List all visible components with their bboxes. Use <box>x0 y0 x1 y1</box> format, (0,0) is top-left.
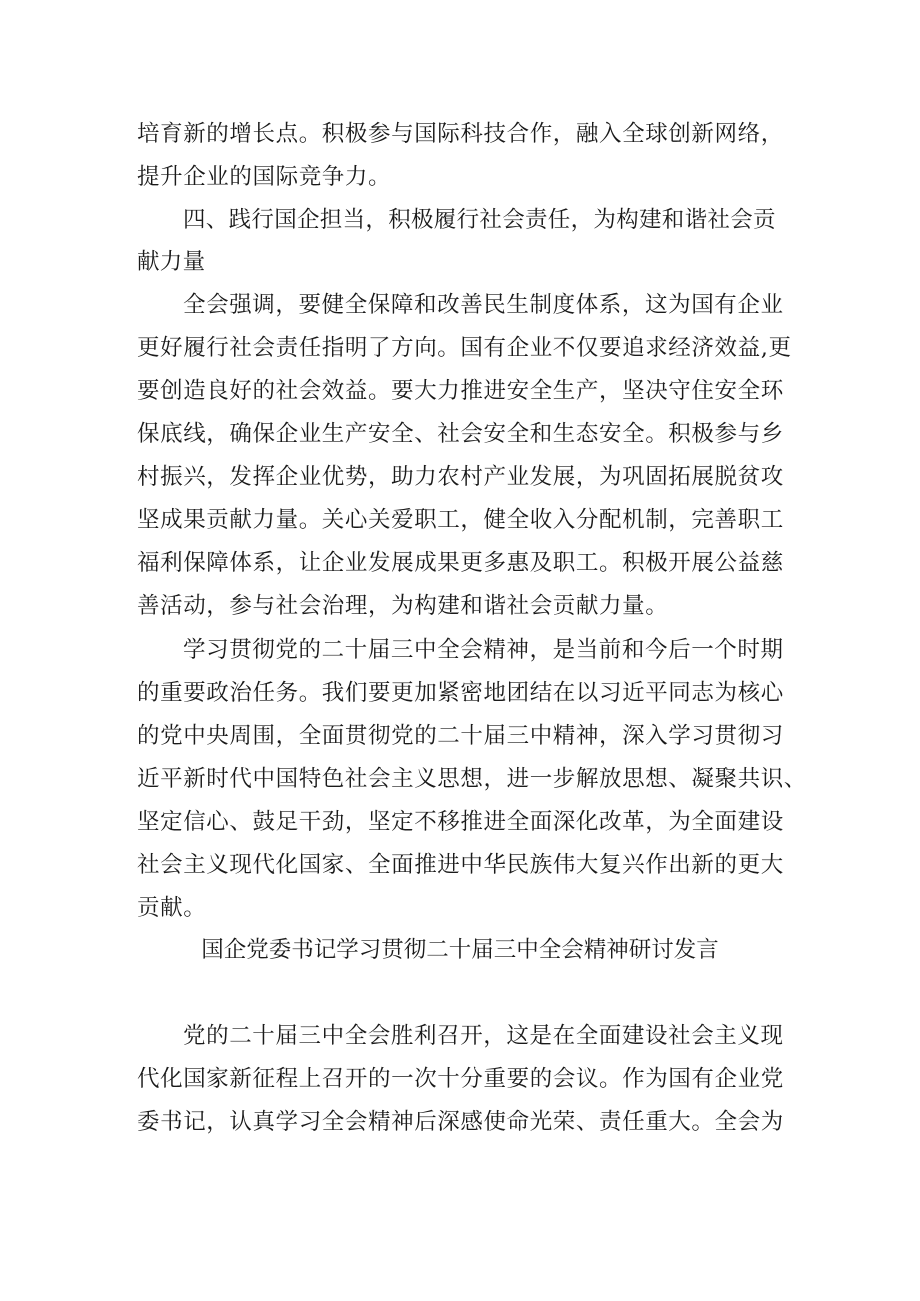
body-text-line: 贡献。 <box>137 895 207 921</box>
body-text-line: 要创造良好的社会效益。要大力推进安全生产，坚决守住安全环 <box>137 378 784 404</box>
body-text-line: 党的二十届三中全会胜利召开，这是在全面建设社会主义现 <box>183 1023 784 1049</box>
body-text-line: 的党中央周围，全面贯彻党的二十届三中精神，深入学习贯彻习 <box>137 723 784 749</box>
body-text-line: 代化国家新征程上召开的一次十分重要的会议。作为国有企业党 <box>137 1066 784 1092</box>
body-text-line: 坚定信心、鼓足干劲，坚定不移推进全面深化改革，为全面建设 <box>137 809 784 835</box>
body-text-line: 培育新的增长点。积极参与国际科技合作，融入全球创新网络， <box>137 121 784 147</box>
body-text-line: 更好履行社会责任指明了方向。国有企业不仅要追求经济效益,更 <box>137 335 792 361</box>
body-text-line: 的重要政治任务。我们要更加紧密地团结在以习近平同志为核心 <box>137 680 784 706</box>
body-text-line: 委书记，认真学习全会精神后深感使命光荣、责任重大。全会为 <box>137 1109 784 1135</box>
body-text-line: 保底线，确保企业生产安全、社会安全和生态安全。积极参与乡 <box>137 421 784 447</box>
body-text-line: 善活动，参与社会治理，为构建和谐社会贡献力量。 <box>137 593 669 619</box>
body-text-line: 学习贯彻党的二十届三中全会精神，是当前和今后一个时期 <box>183 637 784 663</box>
body-text-line: 坚成果贡献力量。关心关爱职工，健全收入分配机制，完善职工 <box>137 507 784 533</box>
body-text-line: 村振兴，发挥企业优势，助力农村产业发展，为巩固拓展脱贫攻 <box>137 464 784 490</box>
body-text-line: 近平新时代中国特色社会主义思想，进一步解放思想、凝聚共识、 <box>137 766 807 792</box>
body-text-line: 社会主义现代化国家、全面推进中华民族伟大复兴作出新的更大 <box>137 852 784 878</box>
section-heading: 四、践行国企担当，积极履行社会责任，为构建和谐社会贡 <box>183 207 776 233</box>
article-title: 国企党委书记学习贯彻二十届三中全会精神研讨发言 <box>201 937 719 963</box>
body-text-line: 提升企业的国际竞争力。 <box>137 164 392 190</box>
body-text-line: 福利保障体系，让企业发展成果更多惠及职工。积极开展公益慈 <box>137 550 784 576</box>
section-heading: 献力量 <box>137 249 206 275</box>
body-text-line: 全会强调，要健全保障和改善民生制度体系，这为国有企业 <box>183 292 784 318</box>
